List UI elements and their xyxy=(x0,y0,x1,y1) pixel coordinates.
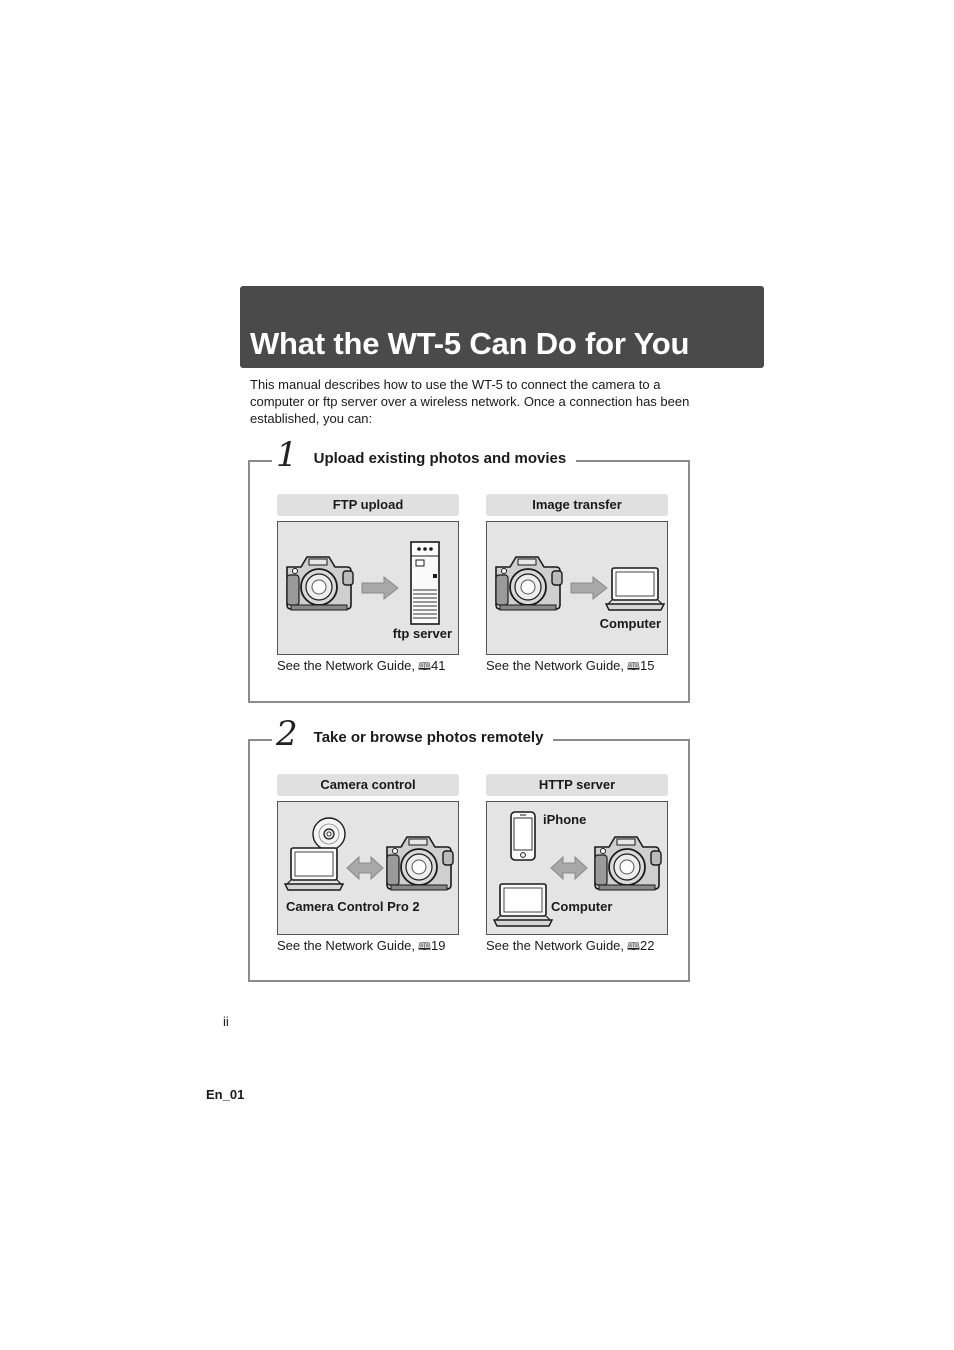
page-number: ii xyxy=(223,1014,229,1029)
section-title: Take or browse photos remotely xyxy=(313,728,544,746)
language-code: En_01 xyxy=(206,1087,245,1102)
reference-page: 41 xyxy=(431,658,446,673)
network-guide-reference xyxy=(277,658,459,677)
panel-label-computer: Computer xyxy=(551,899,613,914)
network-guide-reference xyxy=(486,938,668,957)
reference-page: 22 xyxy=(640,938,655,953)
network-guide-reference xyxy=(277,938,459,957)
card-illustration xyxy=(277,521,459,655)
reference-text: See the Network Guide, xyxy=(486,938,625,953)
card-label: Image transfer xyxy=(486,494,668,516)
reference-text: See the Network Guide, xyxy=(277,938,416,953)
section-remote xyxy=(248,714,690,982)
panel-label-camera-control-pro: Camera Control Pro 2 xyxy=(286,899,420,914)
card-label: FTP upload xyxy=(277,494,459,516)
card-label: Camera control xyxy=(277,774,459,796)
section-number: 2 xyxy=(276,714,298,754)
reference-text: See the Network Guide, xyxy=(486,658,625,673)
panel-label-computer: Computer xyxy=(599,616,661,631)
reference-page: 19 xyxy=(431,938,446,953)
page-title: What the WT-5 Can Do for You xyxy=(250,326,690,361)
laptop-icon xyxy=(493,882,553,928)
card-ftp-upload xyxy=(277,494,459,677)
card-illustration xyxy=(486,521,668,655)
panel-label-ftp-server: ftp server xyxy=(392,626,452,641)
book-icon: 🕮 xyxy=(418,661,432,673)
section-title: Upload existing photos and movies xyxy=(313,449,567,467)
laptop-icon xyxy=(605,566,665,612)
camera-icon xyxy=(383,830,455,896)
reference-text: See the Network Guide, xyxy=(277,658,416,673)
ftp-server-icon xyxy=(409,540,441,626)
reference-page: 15 xyxy=(640,658,655,673)
section-number: 1 xyxy=(276,435,298,475)
book-icon: 🕮 xyxy=(627,941,641,953)
section-header xyxy=(272,436,576,474)
network-guide-reference xyxy=(486,658,668,677)
title-banner xyxy=(240,286,764,368)
double-arrow-icon xyxy=(549,856,589,880)
card-illustration xyxy=(486,801,668,935)
card-image-transfer xyxy=(486,494,668,677)
double-arrow-icon xyxy=(345,856,385,880)
card-camera-control xyxy=(277,774,459,957)
section-upload xyxy=(248,435,690,703)
card-http-server xyxy=(486,774,668,957)
book-icon: 🕮 xyxy=(627,661,641,673)
iphone-icon xyxy=(509,810,537,862)
book-icon: 🕮 xyxy=(418,941,432,953)
camera-icon xyxy=(492,550,564,616)
camera-icon xyxy=(283,550,355,616)
card-illustration xyxy=(277,801,459,935)
laptop-icon xyxy=(284,846,344,892)
arrow-right-icon xyxy=(569,576,609,600)
panel-label-iphone: iPhone xyxy=(543,812,587,827)
section-header xyxy=(272,715,553,753)
card-label: HTTP server xyxy=(486,774,668,796)
arrow-right-icon xyxy=(360,576,400,600)
intro-paragraph: This manual describes how to use the WT-5 to connect the camera to a computer or ftp server over a wireless network. Once a connection has been established, you can: xyxy=(250,377,690,426)
camera-icon xyxy=(591,830,663,896)
